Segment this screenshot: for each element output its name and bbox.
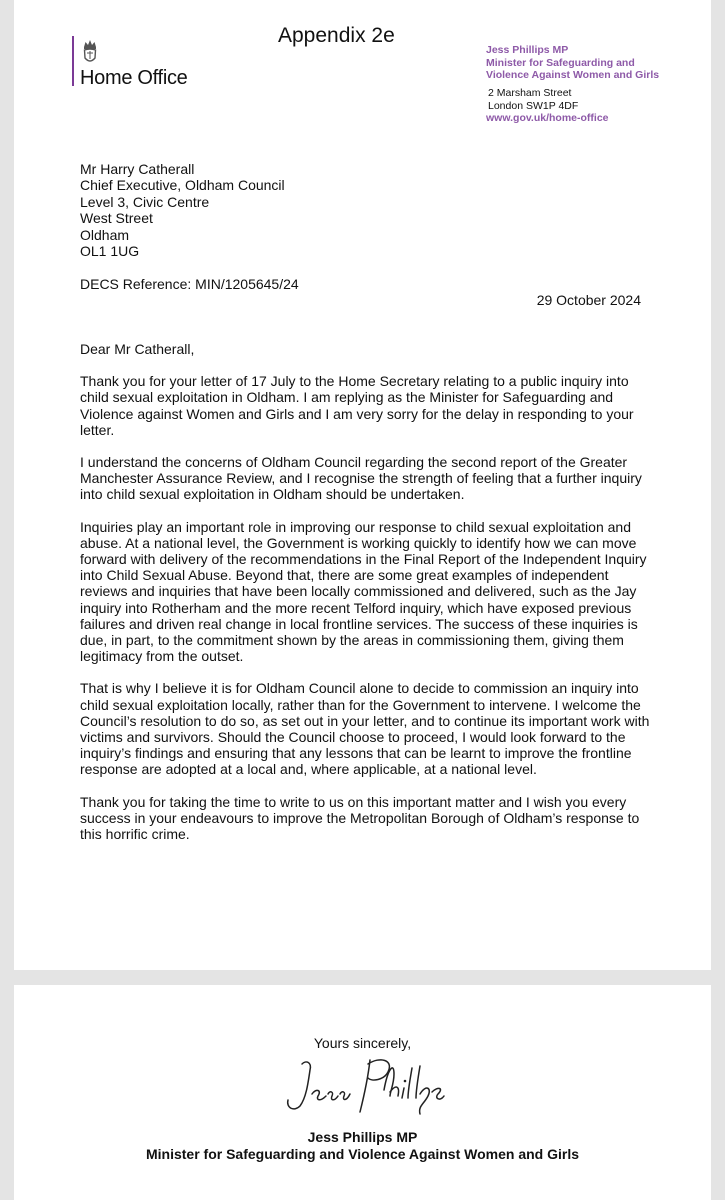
body-paragraph: I understand the concerns of Oldham Council regarding the second report of the Greater Manchester Assurance Review, and I recognise the strength of feeling that a further inquiry into child sexual exploitation in Oldham should be undertaken. [80,454,642,503]
decs-reference: DECS Reference: MIN/1205645/24 [80,276,299,292]
minister-heading [486,44,659,82]
department-name: Home Office [80,67,188,89]
recipient-line: Chief Executive, Oldham Council [80,177,285,194]
closing-line: Yours sincerely, [313,1035,412,1051]
recipient-line: Mr Harry Catherall [80,161,195,177]
website-link[interactable]: www.gov.uk/home-office [486,112,609,124]
recipient-line: Level 3, Civic Centre [80,193,210,210]
minister-title-line1: Minister for Safeguarding and [486,56,635,69]
crown-crest-icon [81,38,99,66]
appendix-label: Appendix 2e [278,24,395,47]
department-address [486,87,609,125]
letter-body [80,341,650,858]
recipient-address [80,161,285,259]
letter-page-1 [14,0,711,970]
recipient-line: West Street [80,210,153,227]
signatory-name: Jess Phillips MP [307,1129,418,1145]
body-paragraph: Thank you for taking the time to write to us on this important matter and I wish you every success in your endeavours to improve the Metropolitan Borough of Oldham’s response to this horrific crime. [80,793,640,843]
address-line2: London SW1P 4DF [488,99,579,112]
body-paragraph: Inquiries play an important role in improving our response to child sexual exploitation and abuse. At a national level, the Government is working quickly to identify how we can move forward with delivery of the recommendations in the Final Report of the Independent Inquiry into Child Sexual Abuse. Beyond that, there are some great examples of independent reviews and inquiries that have been locally commissioned and delivered, such as the Jay inquiry into Rotherham and the more recent Telford inquiry, which have exposed previous failures and driven real change in local frontline services. The success of these inquiries is due, in part, to the commitment shown by the areas in commissioning them, giving them legitimacy from the outset. [80,518,647,665]
recipient-line: OL1 1UG [80,243,140,260]
minister-name-header: Jess Phillips MP [486,44,569,56]
home-office-logo [72,36,202,92]
letter-date: 29 October 2024 [536,292,641,308]
body-paragraph: That is why I believe it is for Oldham Council alone to decide to commission an inquiry into child sexual exploitation locally, rather than for the Government to intervene. I welcome the Council’s resolution to do so, as set out in your letter, and to continue its important work with victims and survivors. Should the Council choose to proceed, I would look forward to the inquiry’s findings and ensuring that any lessons that can be learnt to improve the frontline response are adopted at a local and, where applicable, at a national level. [80,680,650,778]
recipient-line: Oldham [80,226,130,243]
salutation: Dear Mr Catherall, [80,341,195,357]
address-line1: 2 Marsham Street [488,87,572,99]
logo-bar [72,36,74,86]
handwritten-signature [272,1050,452,1122]
letter-page-2 [14,985,711,1200]
minister-title-line2: Violence Against Women and Girls [486,69,660,81]
signatory [14,1129,711,1162]
body-paragraph: Thank you for your letter of 17 July to the Home Secretary relating to a public inquiry into child sexual exploitation in Oldham. I am replying as the Minister for Safeguarding and Violence against Women and Girls and I am very sorry for the delay in responding to your letter. [80,373,634,438]
signatory-title: Minister for Safeguarding and Violence Against Women and Girls [145,1145,580,1162]
